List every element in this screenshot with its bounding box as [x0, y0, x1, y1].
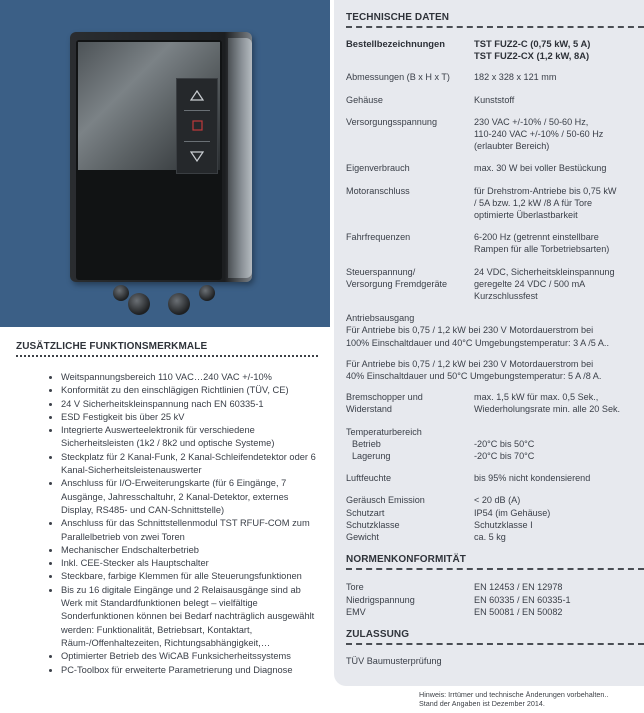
feature-item: Inkl. CEE-Stecker als Hauptschalter: [49, 557, 318, 570]
membrane-keypad: [176, 78, 218, 174]
order-label: Bestellbezeichnungen: [346, 38, 445, 49]
controller-housing: [70, 32, 252, 282]
spec-brake-chopper: Bremschopper und Widerstand max. 1,5 kW für max. 0,5 Sek., Wiederholungsrate min. alle 20 Sek.: [346, 392, 621, 415]
spec-humidity: Luftfeuchte bis 95% nicht kondensierend: [346, 473, 591, 484]
spec-motor-connection: Motoranschluss für Drehstrom-Antriebe bis 0,75 kW / 5A bzw. 1,2 kW /8 A für Tore optimierte Überlastbarkeit: [346, 185, 617, 221]
keypad-divider: [184, 141, 210, 142]
feature-item: Integrierte Auswerteelektronik für verschiedene Sicherheitsleisten (1k2 / 8k2 und optische Systeme): [49, 424, 318, 451]
cable-gland: [113, 285, 129, 301]
feature-item: Mechanischer Endschalterbetrieb: [49, 544, 318, 557]
tech-title: TECHNISCHE DATEN: [346, 12, 644, 28]
approval-value: TÜV Baumusterprüfung: [346, 655, 442, 666]
spec-supply-voltage: Versorgungsspannung 230 VAC +/-10% / 50-60 Hz, 110-240 VAC +/-10% / 50-60 Hz (erlaubter Bereich): [346, 116, 604, 152]
standards-title: NORMENKONFORMITÄT: [346, 554, 644, 570]
feature-item: Steckplatz für 2 Kanal-Funk, 2 Kanal-Schleifendetektor oder 6 Kanal-Sicherheitsleistenauswerter: [49, 451, 318, 478]
stop-square-icon: [189, 119, 205, 133]
spec-dimensions: Abmessungen (B x H x T) 182 x 328 x 121 mm: [346, 72, 557, 83]
approval-title: ZULASSUNG: [346, 629, 644, 645]
spec-consumption: Eigenverbrauch max. 30 W bei voller Bestückung: [346, 163, 607, 174]
cable-gland: [168, 293, 190, 315]
technical-data-panel: [334, 0, 644, 686]
spec-misc: Geräusch Emission < 20 dB (A) Schutzart IP54 (im Gehäuse) Schutzklasse Schutzklasse I Gewicht ca. 5 kg: [346, 495, 551, 543]
feature-item: PC-Toolbox für erweiterte Parametrierung und Diagnose: [49, 664, 318, 677]
order-codes: [346, 38, 644, 62]
feature-item: Bis zu 16 digitale Eingänge und 2 Relaisausgänge sind ab Werk mit Standardfunktionen belegt – vielfältige Sonderfunktionen können bei Bedarf nachträglich ausgewählt werden: Funktionalität, Betriebsart, Kontaktart, Räum-/Offenhaltezeiten, Richtungsabhängigkeit,…: [49, 584, 318, 650]
up-triangle-icon: [189, 89, 205, 103]
product-photo: [0, 0, 330, 327]
feature-item: 24 V Sicherheitskleinspannung nach EN 60335-1: [49, 398, 318, 411]
spec-temperature: Temperaturbereich Betrieb -20°C bis 50°C Lagerung -20°C bis 70°C: [346, 426, 535, 462]
housing-side: [228, 38, 252, 278]
spec-housing: Gehäuse Kunststoff: [346, 94, 515, 105]
features-section: [0, 327, 334, 677]
footnote: Hinweis: Irrtümer und technische Änderungen vorbehalten.. Stand der Angaben ist Dezember 2014.: [419, 690, 609, 708]
feature-item: Anschluss für I/O-Erweiterungskarte (für 6 Eingänge, 7 Ausgänge, Jahresschaltuhr, 2 Kanal-Detektor, externes Display, RS485- und CAN-Schnittstelle): [49, 477, 318, 517]
order-code: TST FUZ2-C (0,75 kW, 5 A): [474, 38, 591, 49]
housing-front: [76, 40, 222, 280]
down-triangle-icon: [189, 149, 205, 163]
feature-item: Weitspannungsbereich 110 VAC…240 VAC +/-10%: [49, 371, 318, 384]
feature-item: Optimierter Betrieb des WiCAB Funksicherheitssystems: [49, 650, 318, 663]
standards-list: Tore EN 12453 / EN 12978 Niedrigspannung EN 60335 / EN 60335-1 EMV EN 50081 / EN 50082: [346, 582, 571, 617]
cable-gland: [199, 285, 215, 301]
feature-item: Anschluss für das Schnittstellenmodul TST RFUF-COM zum Parallelbetrieb von zwei Toren: [49, 517, 318, 544]
cable-gland: [128, 293, 150, 315]
feature-item: Steckbare, farbige Klemmen für alle Steuerungsfunktionen: [49, 570, 318, 583]
feature-item: Konformität zu den einschlägigen Richtlinien (TÜV, CE): [49, 384, 318, 397]
spec-frequencies: Fahrfrequenzen 6-200 Hz (getrennt einstellbare Rampen für alle Torbetriebsarten): [346, 232, 610, 255]
spec-control-voltage: Steuerspannung/ Versorgung Fremdgeräte 24 VDC, Sicherheitskleinspannung geregelte 24 VDC / 500 mA Kurzschlussfest: [346, 266, 615, 302]
spec-drive-output: Antriebsausgang Für Antriebe bis 0,75 / 1,2 kW bei 230 V Motordauerstrom bei 100% Einschaltdauer und 40°C Umgebungstemperatur: 3 A /5 A.. Für Antriebe bis 0,75 / 1,2 kW bei 230 V Motordauerstrom bei 40% Einschaltdauer und 50°C Umgebungstemperatur: 5 A /8 A.: [346, 313, 609, 382]
keypad-divider: [184, 110, 210, 111]
features-title: ZUSÄTZLICHE FUNKTIONSMERKMALE: [16, 341, 318, 357]
features-list: [16, 371, 318, 677]
order-code: TST FUZ2-CX (1,2 kW, 8A): [474, 50, 590, 62]
feature-item: ESD Festigkeit bis über 25 kV: [49, 411, 318, 424]
